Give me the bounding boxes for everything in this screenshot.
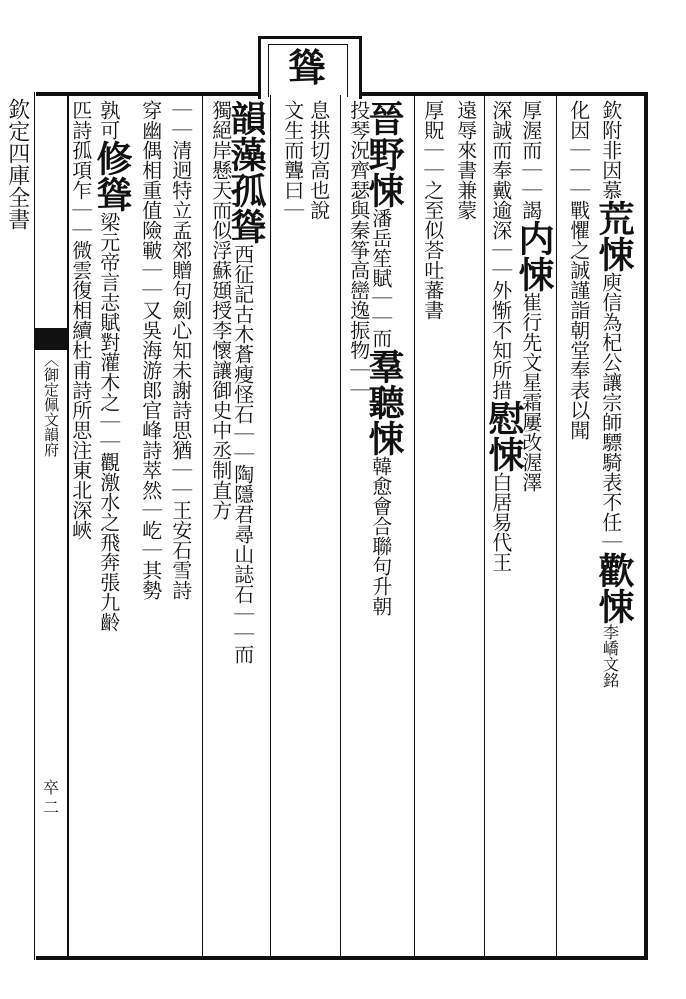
text-segment: 潘岳笙賦｜｜而 xyxy=(368,208,393,348)
column-rule xyxy=(414,95,415,957)
text-segment: 厚渥而｜｜謁 xyxy=(518,100,543,220)
left-border xyxy=(34,92,35,960)
text-segment: 西征記古木蒼瘦怪石｜｜陶隱君尋山誌石｜｜而 xyxy=(230,244,255,664)
column-rule xyxy=(340,95,341,957)
text-segment: 深誠而奉戴 xyxy=(488,100,513,200)
text-segment: 投琴況齊瑟與秦筝 xyxy=(346,100,371,260)
text-column xyxy=(64,100,96,955)
text-column xyxy=(204,100,236,955)
text-column xyxy=(449,100,481,955)
text-segment: 息拱切高也說 xyxy=(306,100,331,220)
text-segment: 梁元帝言志賦對灌木之｜｜觀激水之飛奔張九齡 xyxy=(96,212,121,632)
text-segment: ｜ xyxy=(566,180,591,200)
text-column xyxy=(276,100,308,955)
text-segment: 文生而聾曰｜ xyxy=(280,100,305,220)
text-segment: 李嶠文銘 xyxy=(600,624,620,688)
text-segment: 韓愈會合聯句升朝 xyxy=(368,456,393,616)
margin-subtitle-text: 〈御定佩文韻府 xyxy=(42,352,60,457)
text-segment: 庾信為杞公讓宗師驃騎表不任 xyxy=(598,272,623,532)
text-segment: 匹 xyxy=(68,100,93,120)
text-segment: 白居易代王 xyxy=(488,472,513,572)
text-segment: 化因｜｜ xyxy=(566,100,591,180)
text-segment: 欽附非因慕 xyxy=(598,100,623,200)
right-border xyxy=(644,92,648,960)
headword: 修聳 xyxy=(91,140,133,212)
text-segment: 孰可 xyxy=(96,100,121,140)
text-segment: 似荅吐蕃書 xyxy=(420,220,445,320)
text-column xyxy=(416,100,448,955)
text-column xyxy=(342,100,374,955)
text-segment: 厚貺｜｜之至 xyxy=(420,100,445,220)
text-column xyxy=(164,100,196,955)
text-segment: 高巒逸振物｜｜ xyxy=(346,260,371,400)
headword: 韻藻孤聳 xyxy=(225,100,267,244)
text-segment: 遠辱來書兼蒙 xyxy=(453,100,478,220)
text-segment: 獨絕岸懸天而似浮蘇頲授李懷讓御史中丞制直方 xyxy=(208,100,233,520)
headword: 歡悚 xyxy=(593,552,635,624)
text-segment: 詩孤項乍｜｜微雲復相續杜甫詩所思注東北深峽 xyxy=(68,120,93,540)
column-rule xyxy=(202,95,203,957)
column-rule xyxy=(556,95,557,957)
text-column xyxy=(513,100,555,955)
margin-title xyxy=(0,98,34,238)
text-column xyxy=(134,100,166,955)
top-border xyxy=(356,92,648,96)
header-tab-char: 聳 xyxy=(287,45,326,90)
margin-black-block xyxy=(34,328,68,350)
headword: 羣聽悚 xyxy=(363,348,405,456)
margin-subtitle xyxy=(34,352,68,462)
text-segment: ｜｜清迥特立孟郊贈句劍心知未謝詩思猶｜｜王安石雪詩 xyxy=(168,100,193,600)
headword: 内悚 xyxy=(513,220,555,292)
headword: 晉 xyxy=(363,100,405,136)
text-column xyxy=(562,100,594,955)
column-rule xyxy=(270,95,271,957)
headword: 慰悚 xyxy=(483,400,525,472)
text-segment: ｜ xyxy=(598,532,623,552)
top-border xyxy=(36,92,258,96)
headword: 荒悚 xyxy=(593,200,635,272)
margin-folio xyxy=(36,778,66,818)
text-segment: 崔行先文星霜屢改渥澤 xyxy=(518,292,543,492)
text-column xyxy=(483,100,525,955)
text-segment: 逾深｜｜外惭不知所措 xyxy=(488,200,513,400)
headword: 野悚 xyxy=(363,136,405,208)
margin-folio-text: 卒二 xyxy=(42,778,59,817)
text-column xyxy=(593,100,635,955)
text-segment: 穿幽偶相重值險皸｜｜又吳海游郎官峰詩萃然｜屹｜其勢 xyxy=(138,100,163,600)
margin-title-text: 欽定四庫全書 xyxy=(4,98,30,230)
text-segment: 戰懼之誠謹詣朝堂奉表以聞 xyxy=(566,200,591,440)
text-column xyxy=(91,100,133,955)
